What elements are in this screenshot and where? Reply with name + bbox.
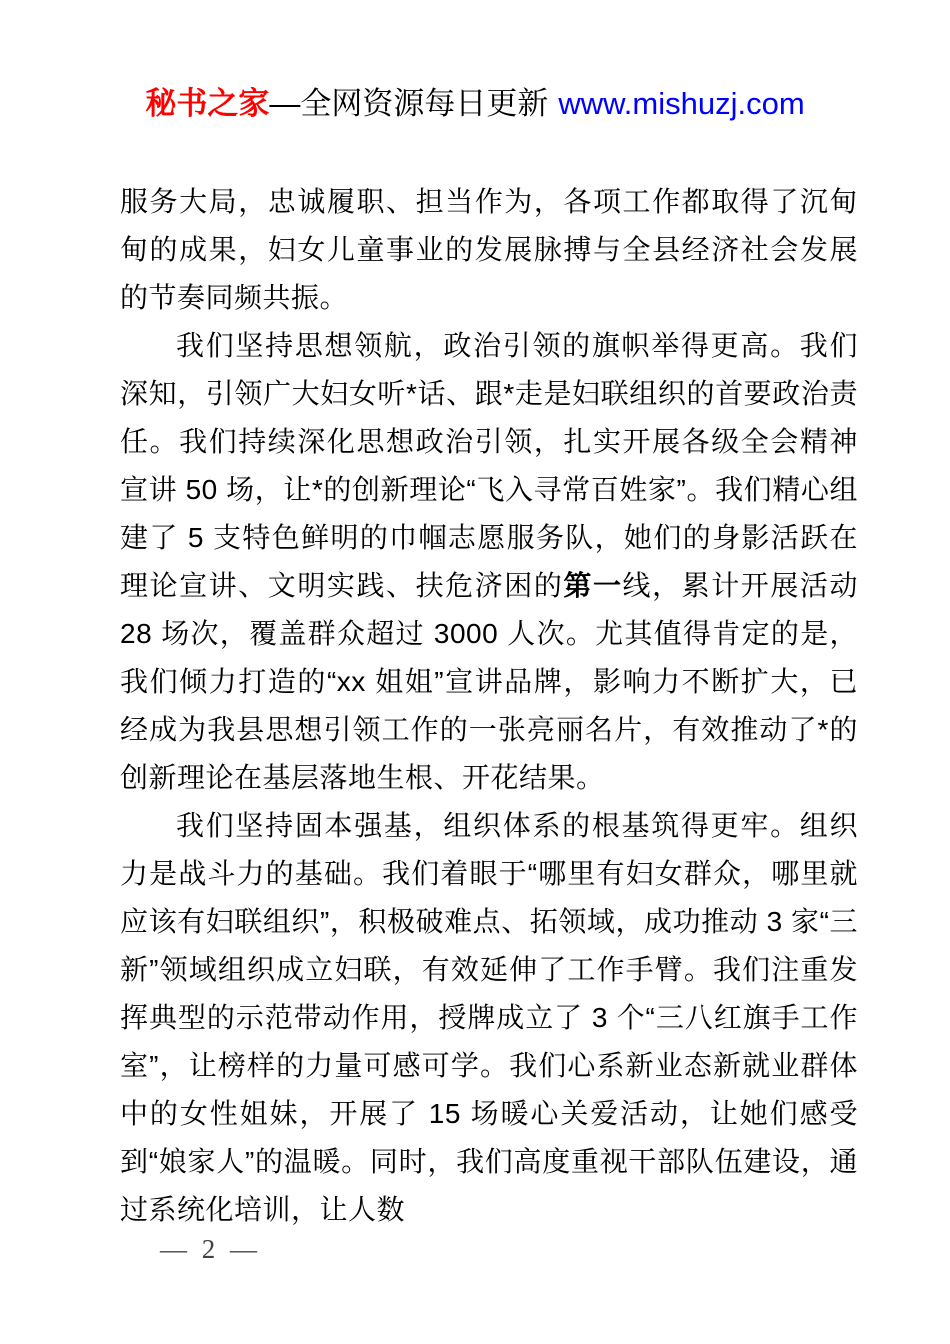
header-separator: — xyxy=(269,86,301,121)
paragraph-text: 我们坚持固本强基，组织体系的根基筑得更牢。组织力是战斗力的基础。我们着眼于“哪里有妇女群众，哪里就应该有妇联组织”，积极破难点、拓领域，成功推动 3 家“三新”领域组织成立妇联，有效延伸了工作手臂。我们注重发挥典型的示范带动作用，授牌成立了 3 个“三八红旗手工作室”，让榜样的力量可感可学。我们心系新业态新就业群体中的女性姐妹，开展了 15 场暖心关爱活动，让她们感受到“娘家人”的温暖。同时，我们高度重视干部队伍建设，通过系统化培训，让人数 xyxy=(120,810,858,1225)
document-body xyxy=(120,178,858,1234)
site-tagline: 全网资源每日更新 xyxy=(300,86,549,121)
paragraph-text: 服务大局，忠诚履职、担当作为，各项工作都取得了沉甸甸的成果，妇女儿童事业的发展脉搏与全县经济社会发展的节奏同频共振。 xyxy=(120,186,858,313)
site-brand: 秘书之家 xyxy=(145,86,270,121)
page-number: — 2 — xyxy=(160,1234,261,1264)
paragraph-text-bold: 第一 xyxy=(563,570,623,601)
site-header xyxy=(0,84,950,124)
paragraph-text: 我们坚持思想领航，政治引领的旗帜举得更高。我们深知，引领广大妇女听*话、跟*走是妇联组织的首要政治责任。我们持续深化思想政治引领，扎实开展各级全会精神宣讲 50 场，让*的创新理论“飞入寻常百姓家”。我们精心组建了 5 支特色鲜明的巾帼志愿服务队，她们的身影活跃在理论宣讲、文明实践、扶危济困的 xyxy=(120,330,858,601)
paragraph-text: 线，累计开展活动 28 场次，覆盖群众超过 3000 人次。尤其值得肯定的是，我们倾力打造的“xx 姐姐”宣讲品牌，影响力不断扩大，已经成为我县思想引领工作的一张亮丽名片，有效推动了*的创新理论在基层落地生根、开花结果。 xyxy=(120,570,858,793)
paragraph xyxy=(120,802,858,1234)
paragraph xyxy=(120,322,858,802)
paragraph xyxy=(120,178,858,322)
site-url-link[interactable]: www.mishuzj.com xyxy=(558,86,805,121)
